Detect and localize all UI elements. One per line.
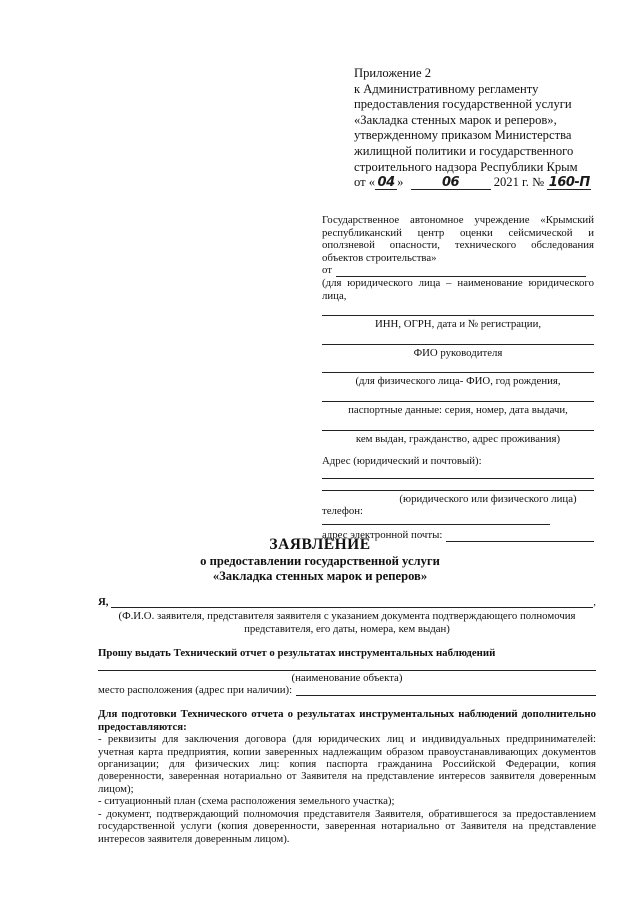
from-field[interactable] [336,266,586,277]
ya-label: Я, [98,596,109,608]
service-name: «Закладка стенных марок и реперов» [212,569,428,583]
org-line: оползневой опасности, технического обследования [322,239,594,252]
applicant-caption-cont: представителя, его даты, номера, кем выдан) [244,622,450,635]
inn-field[interactable] [322,303,594,316]
date-month: 06 [411,176,491,190]
appendix-line: жилищной политики и государственного [354,143,574,158]
date-day: 04 [375,176,397,190]
doc-item: - ситуационный план (схема расположения земельного участка); [98,795,395,808]
applicant-caption: (Ф.И.О. заявителя, представителя заявителя с указанием документа подтверждающего полномочия [118,610,576,623]
issued-field[interactable] [322,418,594,431]
address-label: Адрес (юридический и почтовый): [322,455,482,468]
docs-heading: Для подготовки Технического отчета о результатах инструментальных наблюдений дополнительно [98,708,596,721]
applicant-hint-cont: лица, [322,289,347,302]
passport-caption: паспортные данные: серия, номер, дата выдачи, [348,403,568,416]
docs-heading-cont: предоставляются: [98,720,187,733]
appendix-line: строительного надзора Республики Крым [354,159,578,174]
address-caption: (юридического или физического лица) [399,492,577,505]
date-prefix: от « [354,175,376,190]
appendix-line: предоставления государственной услуги [354,97,572,112]
phone-field[interactable] [322,518,550,525]
doc-item: - документ, подтверждающий полномочия представителя Заявителя, обратившегося за предоставлением государственной услуги (копия доверенности, заверенная нотариально от Заявителя на представление интересов заявителя доверенным лицом). [98,807,596,845]
address-field-1[interactable] [322,468,594,479]
email-label: адрес электронной почты: [322,528,443,541]
head-caption: ФИО руководителя [413,346,503,359]
document-subtitle: о предоставлении государственной услуги [200,554,440,568]
date-sep: » [397,175,404,190]
document-title: ЗАЯВЛЕНИЕ [269,536,371,553]
order-date-line [354,175,604,191]
request-text: Прошу выдать Технический отчет о результатах инструментальных наблюдений [98,647,496,660]
phone-label: телефон: [322,505,363,518]
object-caption: (наименование объекта) [291,671,403,684]
object-field[interactable] [98,660,596,671]
applicant-field[interactable] [111,597,594,608]
appendix-line: «Закладка стенных марок и реперов», [354,112,557,127]
person-field[interactable] [322,360,594,373]
appendix-line: Приложение 2 [354,66,432,80]
from-label: от [322,264,332,277]
location-row [98,684,596,696]
location-label: место расположения (адрес при наличии): [98,684,293,697]
date-year: 2021 г. № [493,175,545,190]
doc-item: - реквизиты для заключения договора (для юридических лиц и индивидуальных предпринимателей: учетная карта предприятия, копии заверенных надлежащим образом правоустанавливающих документов организации; для физических лиц: копия паспорта гражданина Российской Федерации, копия доверенности, заверенная нотариально от Заявителя на представление интересов заявителя доверенным лицом); [98,733,596,795]
address-field-2[interactable] [322,479,594,491]
from-row [322,264,594,277]
document-title-block [0,536,640,584]
addressee-block [322,214,594,542]
appendix-header [354,66,604,191]
person-caption: (для физического лица- ФИО, год рождения, [355,375,561,388]
applicant-hint: (для юридического лица – наименование юридического [322,276,594,289]
application-body [98,596,596,845]
org-line: Государственное автономное учреждение «Крымский [322,214,594,226]
org-line: объектов строительства» [322,251,437,264]
appendix-line: к Административному регламенту [354,81,539,96]
passport-field[interactable] [322,389,594,402]
org-line: республиканский центр оценки сейсмической и [322,226,594,239]
appendix-line: утвержденному приказом Министерства [354,128,572,143]
issued-caption: кем выдан, гражданство, адрес проживания) [355,432,561,445]
inn-caption: ИНН, ОГРН, дата и № регистрации, [374,318,542,331]
order-number: 160-П [548,175,590,191]
location-field[interactable] [296,685,596,696]
ya-end: , [593,596,596,608]
head-field[interactable] [322,332,594,345]
applicant-row [98,596,596,608]
